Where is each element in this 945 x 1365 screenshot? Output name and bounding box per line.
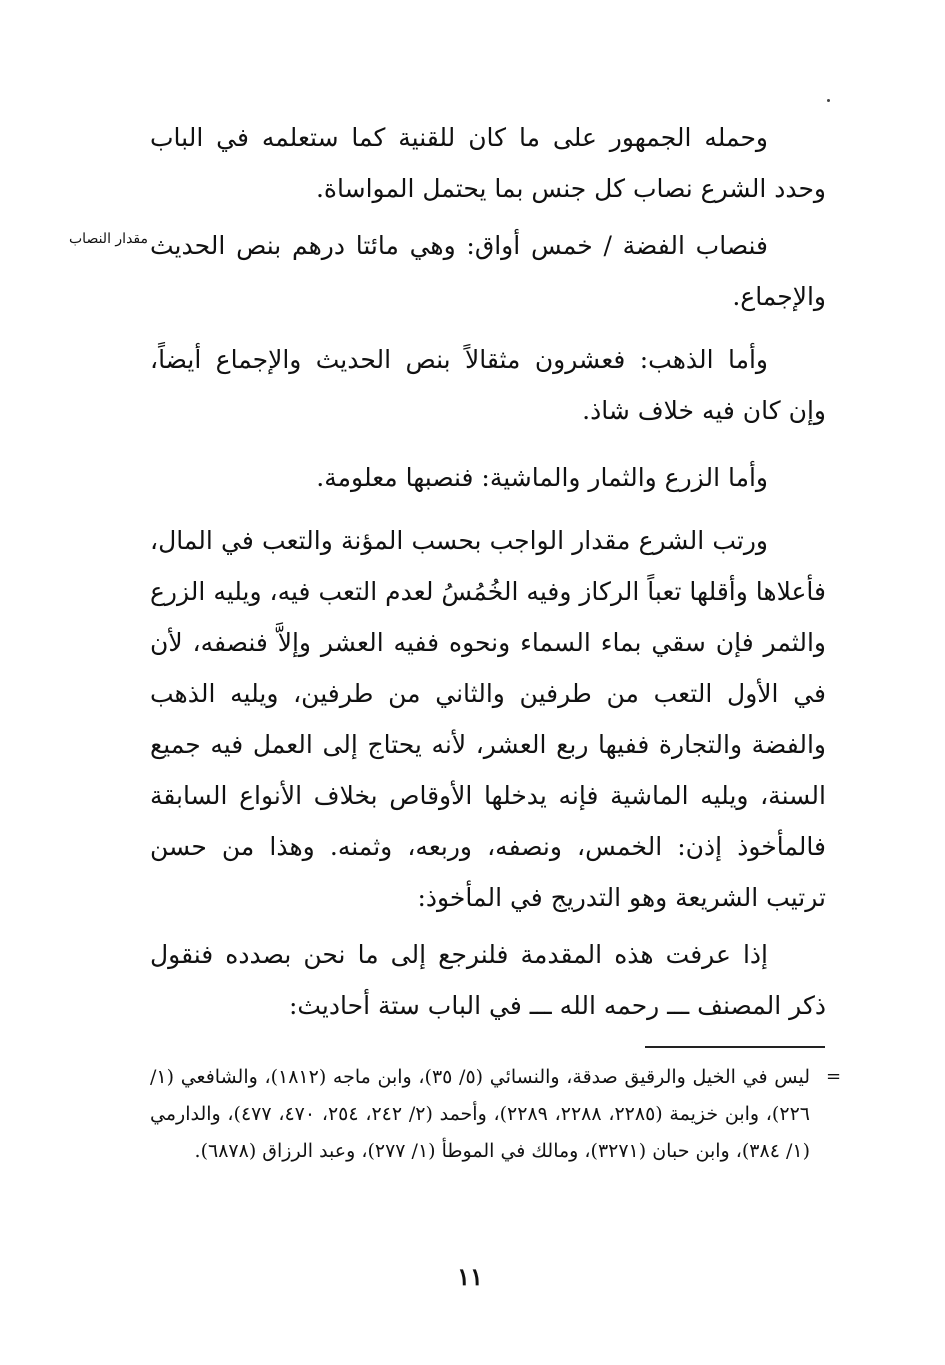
footnote-divider — [645, 1046, 825, 1048]
paragraph-3: وأما الذهب: فعشرون مثقالاً بنص الحديث والإجماع أيضاً، وإن كان فيه خلاف شاذ. — [150, 345, 826, 425]
margin-note: مقدار النصاب — [69, 231, 148, 247]
main-text-6 — [150, 929, 826, 1031]
main-text-2 — [150, 220, 826, 322]
paragraph-1: وحمله الجمهور على ما كان للقنية كما ستعلمه في الباب وحدد الشرع نصاب كل جنس بما يحتمل المواساة. — [150, 123, 826, 203]
scan-speck — [827, 99, 830, 102]
page-number: ١١ — [457, 1262, 483, 1291]
main-text-4 — [150, 452, 826, 503]
paragraph-4: وأما الزرع والثمار والماشية: فنصبها معلومة. — [316, 463, 768, 492]
main-text — [150, 112, 826, 222]
paragraph-6: إذا عرفت هذه المقدمة فلنرجع إلى ما نحن بصدده فنقول ذكر المصنف ـــ رحمه الله ـــ في الباب ستة أحاديث: — [150, 940, 826, 1020]
paragraph-2: فنصاب الفضة / خمس أواق: وهي مائتا درهم بنص الحديث والإجماع. — [150, 231, 826, 311]
paragraph-5: ورتب الشرع مقدار الواجب بحسب المؤنة والتعب في المال، فأعلاها وأقلها تعباً الركاز وفيه الخُمُسُ لعدم التعب فيه، ويليه الزرع والثمر فإن سقي بماء السماء ونحوه ففيه العشر وإلاَّ فنصفه، لأن في الأول التعب من طرفين والثاني من طرفين، ويليه الذهب والفضة والتجارة ففيها ربع العشر، لأنه يحتاج إلى العمل فيه جميع السنة، ويليه الماشية فإنه يدخلها الأوقاص بخلاف الأنواع السابقة فالمأخوذ إذن: الخمس، ونصفه، وربعه، وثمنه. وهذا من حسن ترتيب الشريعة وهو التدريج في المأخوذ: — [150, 526, 826, 912]
main-text-3 — [150, 334, 826, 436]
footnote: ليس في الخيل والرقيق صدقة، والنسائي (٥/ ٣٥)، وابن ماجه (١٨١٢)، والشافعي (١/ ٢٢٦)، وابن خزيمة (٢٢٨٥، ٢٢٨٨، ٢٢٨٩)، وأحمد (٢/ ٢٤٢، ٢٥٤، ٤٧٠، ٤٧٧)، والدارمي (١/ ٣٨٤)، وابن حبان (٣٢٧١)، ومالك في الموطأ (١/ ٢٧٧)، وعبد الرزاق (٦٨٧٨). — [150, 1066, 810, 1162]
footnote-continuation-marker: = — [826, 1066, 842, 1087]
main-text-5 — [150, 515, 826, 923]
